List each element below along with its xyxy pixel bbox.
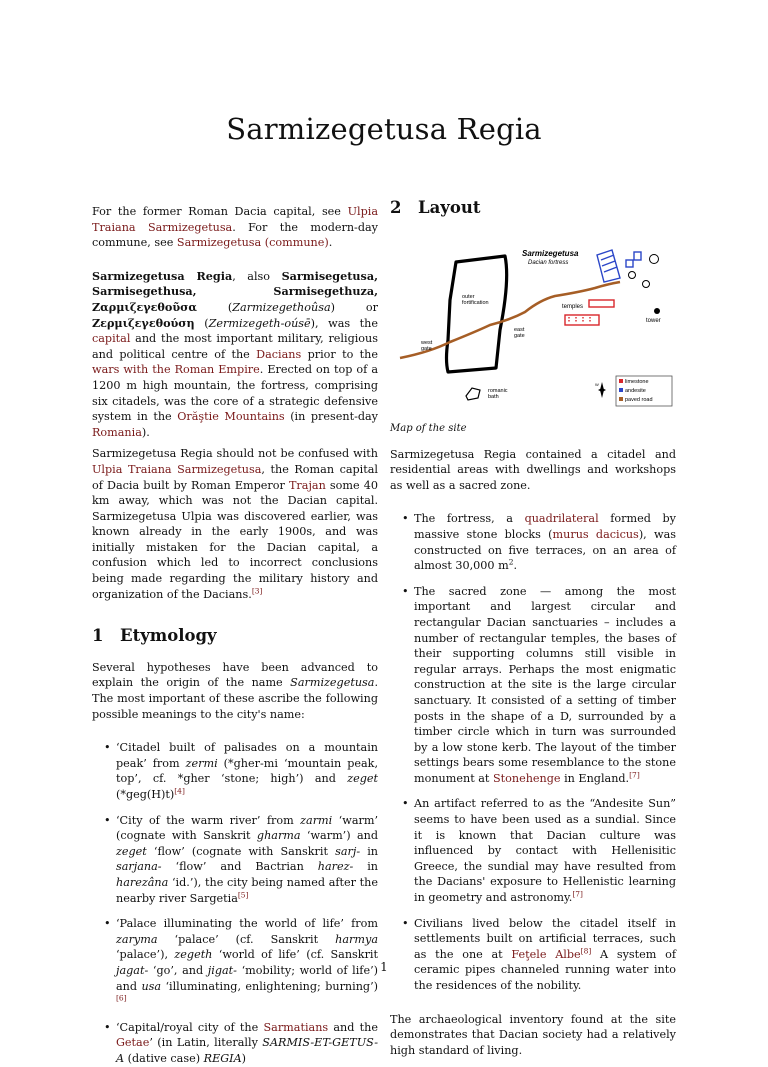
link-ulpia-traiana-2[interactable]: Ulpia Traiana Sarmizegetusa — [92, 462, 262, 476]
label-romanic: romanic — [488, 388, 508, 394]
list-item: • Civilians lived below the citadel itself in settlements built on artificial terraces, such as the one at Feţele Albe[8] A system of ceramic pipes channeled running water into the residences of the nobility. — [390, 916, 676, 994]
page-title: Sarmizegetusa Regia — [226, 112, 542, 146]
label-fortification: fortification — [462, 300, 489, 306]
layout-intro: Sarmizegetusa Regia contained a citadel and residential areas with dwellings and workshops as well as a sacred zone. — [390, 447, 676, 492]
link-romania[interactable]: Romania — [92, 425, 142, 439]
link-orastie[interactable]: Orăştie Mountains — [177, 410, 285, 424]
ref-3[interactable]: [3] — [251, 585, 263, 595]
link-quadrilateral[interactable]: quadrilateral — [524, 512, 599, 526]
layout-list — [390, 511, 676, 993]
etymology-list — [92, 740, 378, 1066]
label-tower: tower — [646, 318, 661, 324]
link-sarmatians[interactable]: Sarmatians — [263, 1020, 329, 1034]
archaeology-paragraph: The archaeological inventory found at the site demonstrates that Dacian society had a relatively high standard of living. — [390, 1012, 676, 1057]
left-column — [92, 204, 378, 1067]
link-ulpia-traiana[interactable]: Ulpia Traiana Sarmizegetusa — [92, 205, 378, 234]
list-item: • An artifact referred to as the “Andesite Sun” seems to have been used as a sundial. Since it is known that Dacian culture was influenced by contact with Hellenisitic Greece, the sundial may have resulted from the Dacians' exposure to Hellenistic learning in geometry and astronomy.[7] — [390, 796, 676, 905]
list-item: • The fortress, a quadrilateral formed by massive stone blocks (murus dacicus), was constructed on five terraces, on an area of almost 30,000 $m^2$. — [390, 511, 676, 573]
list-item: • ‘Capital/royal city of the Sarmatians and the Getae’ (in Latin, literally SARMIS-ET-GETUS-A (dative case) REGIA) — [92, 1020, 378, 1067]
label-outer: outer — [462, 294, 475, 300]
map-title: Sarmizegetusa — [522, 249, 579, 258]
list-item: • ‘Palace illuminating the world of life’ from zaryma ‘palace’ (cf. Sanskrit harmya ‘palace’), zegeth ‘world of life’ (cf. Sanskrit jagat- ‘go’, and jigat- ‘mobility; world of life’) and usa ‘illuminating, enlightening; burning’)[6] — [92, 916, 378, 1010]
confusion-paragraph: Sarmizegetusa Regia should not be confused with Ulpia Traiana Sarmizegetusa, the Roman capital of Dacia built by Roman Emperor Trajan some 40 km away, which was not the Dacian capital. Sarmizegetusa Ulpia was discovered earlier, was known already in the early 1900s, and was initially mistaken for the Dacian capital, a confusion which led to incorrect conclusions being made regarding the military history and organization of the Dacians.[3] — [92, 447, 379, 601]
intro-paragraph: Sarmizegetusa Regia, also Sarmisegetusa, Sarmisegethusa, Sarmisegethuza, Ζαρμιζεγεθοῦσα (Zarmizegethoûsa) or Ζερμιζεγεθούση (Zermizegeth-oúsē), was the capital and the most important military, religious and political centre of the Dacians prior to the wars with the Roman Empire. Erected on top of a 1200 m high mountain, the fortress, comprising six citadels, was the core of a strategic defensive system in the Orăştie Mountains (in present-day Romania). — [92, 268, 379, 439]
tower-marker — [654, 308, 660, 314]
list-item: • ‘City of the warm river’ from zarmi ‘warm’ (cognate with Sanskrit gharma ‘warm’) and zeget ‘flow’ (cognate with Sanskrit sarj- in sarjana- ‘flow’ and Bactrian harez- in harezâna ‘id.’), the city being named after the nearby river Sargetia[5] — [92, 813, 378, 907]
link-capital[interactable]: capital — [92, 332, 131, 346]
hatnote: For the former Roman Dacia capital, see Ulpia Traiana Sarmizegetusa. For the modern-day commune, see Sarmizegetusa (commune). — [92, 205, 378, 250]
map-subtitle: Dacian fortress — [528, 260, 569, 266]
map-caption: Map of the site — [390, 423, 467, 434]
ref-7b[interactable]: [7] — [572, 889, 583, 899]
fortress-outline — [447, 256, 507, 372]
link-fetele-albe[interactable]: Feţele Albe — [511, 947, 581, 961]
link-dacians[interactable]: Dacians — [256, 347, 302, 361]
link-murus-dacicus[interactable]: murus dacicus — [552, 527, 639, 541]
compass-letter: W — [595, 382, 599, 387]
section-heading-etymology: 1 Etymology — [92, 626, 217, 646]
legend-paved-road: paved road — [625, 397, 653, 403]
legend-limestone: limestone — [625, 379, 649, 385]
link-stonehenge[interactable]: Stonehenge — [492, 771, 561, 785]
list-item: • ‘Citadel built of palisades on a mountain peak’ from zermi (*gher-mi ‘mountain peak, top’, cf. *gher ‘stone; high’) and zeget (*geg(H)t)[4] — [92, 740, 378, 802]
site-map — [390, 240, 680, 410]
label-bath: bath — [488, 394, 499, 400]
label-east-gate: gate — [514, 333, 525, 339]
link-wars[interactable]: wars with the Roman Empire — [92, 363, 260, 377]
section-heading-layout: 2 Layout — [390, 198, 481, 217]
legend-andesite: andesite — [625, 388, 646, 394]
link-trajan[interactable]: Trajan — [288, 478, 326, 492]
circle-marker — [643, 281, 650, 288]
link-sarmizegetusa-commune[interactable]: Sarmizegetusa (commune) — [176, 236, 329, 250]
ref-4[interactable]: [4] — [174, 786, 185, 796]
ref-5[interactable]: [5] — [237, 889, 249, 899]
ref-8[interactable]: [8] — [580, 946, 592, 956]
label-east: east — [514, 327, 525, 333]
label-west-gate: gate — [421, 346, 432, 352]
ref-7[interactable]: [7] — [629, 770, 640, 780]
link-getae[interactable]: Getae — [116, 1036, 150, 1050]
andesite-temples — [597, 250, 659, 282]
label-west: west — [421, 340, 433, 346]
etymology-intro: Several hypotheses have been advanced to explain the origin of the name Sarmizegetusa. The most important of these ascribe the following possible meanings to the city's name: — [92, 660, 378, 721]
label-temples: temples — [562, 304, 584, 310]
roman-bath-icon — [466, 388, 480, 400]
list-item: • The sacred zone — among the most important and largest circular and rectangular Dacian sanctuaries – includes a number of rectangular temples, the bases of their supporting columns still visible in regular arrays. Perhaps the most enigmatic construction at the site is the large circular sanctuary. It consisted of a setting of timber posts in the shape of a D, surrounded by a timber circle which in turn was surrounded by a low stone kerb. The layout of the timber settings bears some resemblance to the stone monument at Stonehenge in England.[7] — [390, 584, 676, 787]
right-column — [390, 200, 676, 216]
compass-icon — [598, 382, 606, 398]
ref-6[interactable]: [6] — [116, 993, 127, 1003]
page-number: 1 — [380, 960, 388, 974]
